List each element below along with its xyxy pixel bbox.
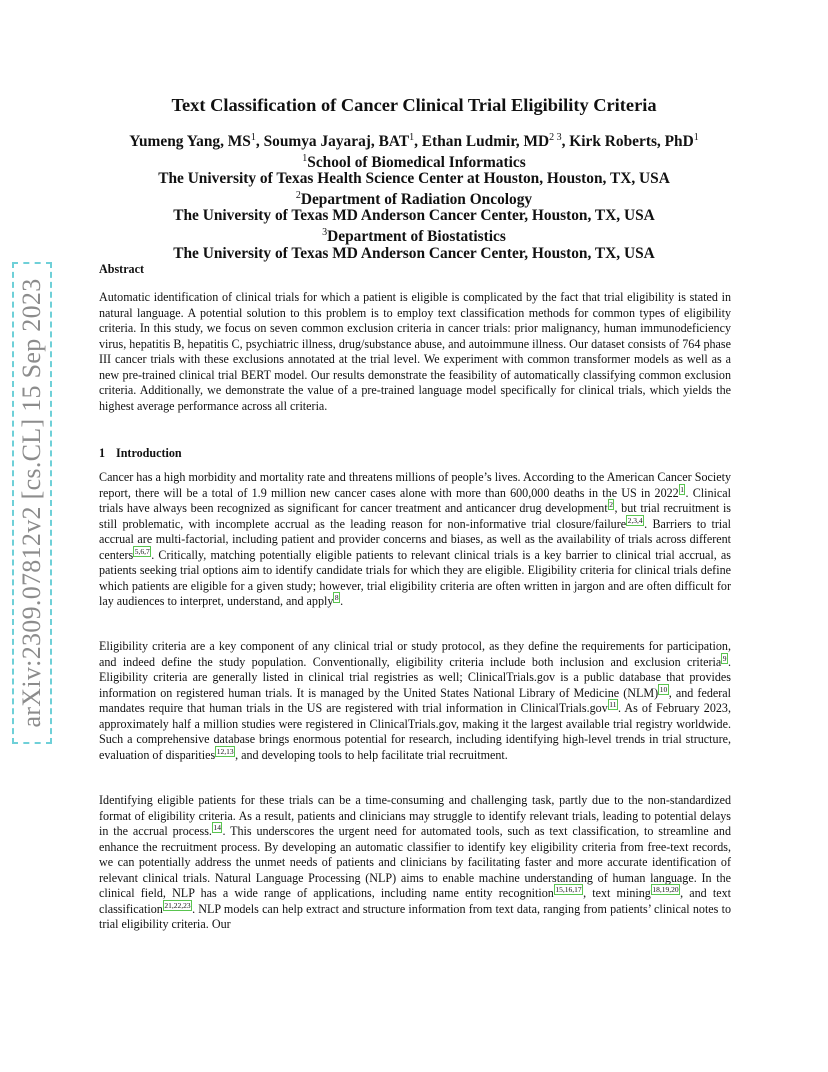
arxiv-id[interactable]: arXiv:2309.07812v2 [cs.CL] 15 Sep 2023 bbox=[17, 278, 46, 728]
affiliation-inst: The University of Texas Health Science Center at Houston, Houston, TX, USA bbox=[158, 170, 670, 188]
affiliation-dept: $^2$Department of Radiation Oncology bbox=[295, 189, 533, 208]
affiliation-dept: $^1$School of Biomedical Informatics bbox=[302, 152, 526, 171]
citation-link[interactable]: 8 bbox=[334, 593, 339, 602]
citation-link[interactable]: 2 bbox=[609, 500, 613, 509]
citation-link[interactable]: 12,13 bbox=[216, 746, 234, 756]
author-sup: 1 bbox=[409, 132, 415, 143]
abstract-heading: Abstract bbox=[99, 262, 145, 276]
section-heading: 1 Introduction bbox=[99, 446, 182, 460]
citation-link[interactable]: 10 bbox=[659, 684, 668, 694]
author-sup: 1 bbox=[693, 132, 699, 143]
citation-link[interactable]: 1 bbox=[680, 484, 684, 494]
affiliation-dept: $^3$Department of Biostatistics bbox=[322, 226, 506, 245]
author-name: Ethan Ludmir, MD bbox=[421, 133, 550, 151]
paper-title: Text Classification of Cancer Clinical Trial Eligibility Criteria bbox=[171, 95, 657, 115]
citation-link[interactable]: 21,22,23 bbox=[164, 900, 191, 910]
affiliation-inst: The University of Texas MD Anderson Cancer Center, Houston, TX, USA bbox=[173, 207, 655, 225]
intro-paragraph-3: Identifying eligible patients for these trials can be a time-consuming and challenging task, partly due to the non-standardized format of eligibility criteria. As a result, patients and clinicians may struggle to identify relevant trials, leading to potential delays in the accrual process. $^{14}$ . This underscores the urgent need for automated tools, such as text classification, to streamline and enhance the recruitment process. By developing an automatic classifier to identify key eligibility criteria from free-text records, we can potentially address the unmet needs of patients and clinicians by facilitating faster and more accurate identification of relevant clinical trials. Natural Language Processing (NLP) aims to enable machine understanding of human language. In the clinical field, NLP has a wide range of applications, including name entity recognition $^{15,16,17}$ , text mining $^{18,19,20}$ , and text classification $^{21,22,23}$ . NLP models can help extract and structure information from text data, ranging from patients’ clinical notes to trial eligibility criteria. Our bbox=[99, 793, 731, 931]
citation-link[interactable]: 11 bbox=[609, 700, 617, 709]
author-sup: 2 3 bbox=[549, 132, 562, 143]
abstract-text: Automatic identification of clinical trials for which a patient is eligible is complicated by the fact that trial eligibility is stated in natural language. A potential solution to this problem is to employ text classification methods for common types of eligibility criteria. In this study, we focus on seven common exclusion criteria in cancer trials: prior malignancy, human immunodeficiency virus, hepatitis B, hepatitis C, psychiatric illness, drug/substance abuse, and autoimmune illness. Our dataset consists of 764 phase III cancer trials with these exclusions annotated at the trial level. We experiment with common transformer models as well as a new pre-trained clinical trial BERT model. Our results demonstrate the feasibility of automatically classifying common exclusion criteria. Additionally, we demonstrate the value of a pre-trained language model specifically for clinical trials, which yields the highest average performance across all criteria. bbox=[99, 290, 731, 413]
citation-link[interactable]: 15,16,17 bbox=[555, 885, 582, 894]
citation-link[interactable]: 9 bbox=[722, 653, 727, 663]
author-name: Kirk Roberts, PhD bbox=[569, 133, 694, 151]
author-name: Yumeng Yang, MS bbox=[129, 133, 251, 151]
citation-link[interactable]: 18,19,20 bbox=[652, 885, 679, 894]
intro-paragraph-1: Cancer has a high morbidity and mortality rate and threatens millions of people’s lives. According to the American Cancer Society report, there will be a total of 1.9 million new cancer cases alone with more than 600,000 deaths in the US in 2022 $^1$ . Clinical trials have always been recognized as significant for cancer treatment and anticancer drug development $^2$ , but trial recruitment is still problematic, with incomplete accrual as the leading reason for non-informative trial closure/failure $^{2,3,4}$ . Barriers to trial accrual are multi-factorial, including patient and provider concerns and biases, as well as the availability of trials across different centers $^{5,6,7}$ . Critically, matching potentially eligible patients to relevant clinical trials is a key barrier to clinical trial accrual, as patients seeking trial options aim to identify candidate trials for which they are eligible. Eligibility criteria for clinical trials define which patients are eligible for a given study; however, trial eligibility criteria are often written in jargon and are often difficult for lay audiences to interpret, understand, and apply $^8$ . bbox=[99, 470, 732, 608]
author-block bbox=[0, 130, 828, 262]
citation-link[interactable]: 14 bbox=[213, 823, 221, 832]
intro-paragraph-2: Eligibility criteria are a key component of any clinical trial or study protocol, as they define the requirements for participation, and indeed define the study population. Conventionally, eligibility criteria include both inclusion and exclusion criteria $^9$ . Eligibility criteria are generally listed in clinical trial registries as well; ClinicalTrials.gov is a public database that provides information on registered human trials. It is managed by the United States National Library of Medicine (NLM) $^{10}$ , and federal mandates require that human trials in the US are registered with trial information in ClinicalTrials.gov $^{11}$ . As of February 2023, approximately half a million studies were registered in ClinicalTrials.gov, making it the largest available trial registry worldwide. Such a comprehensive database brings enormous potential for research, including identifying high-level trends in trial structure, evaluation of disparities $^{12,13}$ , and developing tools to help facilitate trial recruitment. bbox=[99, 639, 731, 762]
citation-link[interactable]: 5,6,7 bbox=[134, 546, 150, 556]
author-list: Yumeng Yang, $MS^1$, Soumya Jayaraj, BAT$^1$, Ethan Ludmir, $MD^{2 3}$, Kirk Roberts, PhD$^1$ bbox=[129, 132, 699, 151]
author-name: Soumya Jayaraj, BAT bbox=[263, 133, 410, 151]
author-sup: 1 bbox=[250, 132, 256, 143]
citation-link[interactable]: 2,3,4 bbox=[627, 515, 643, 525]
affiliation-inst: The University of Texas MD Anderson Cancer Center, Houston, TX, USA bbox=[173, 244, 655, 262]
arxiv-stamp bbox=[12, 262, 52, 744]
